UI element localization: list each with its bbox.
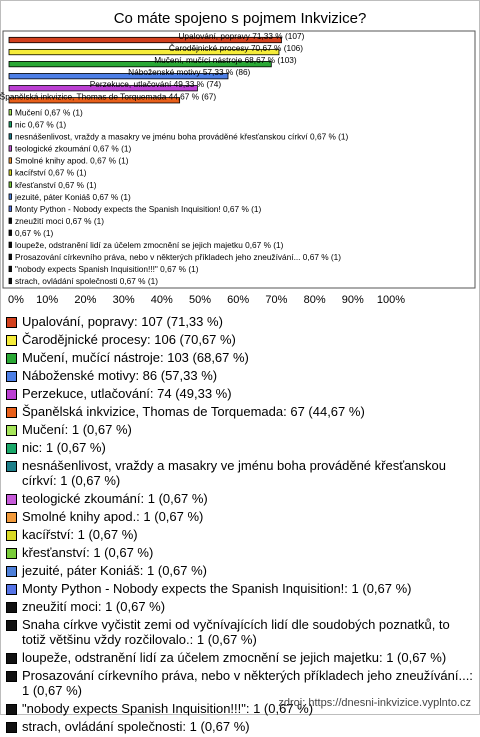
legend-swatch: [6, 584, 17, 595]
legend-swatch: [6, 494, 17, 505]
legend-label: křesťanství: 1 (0,67 %): [22, 545, 154, 560]
x-tick-label: 80%: [303, 294, 326, 306]
bar-label: loupeže, odstranění lidí za účelem zmocnění se jejich majetku 0,67 % (1): [15, 240, 284, 251]
legend-label: Snaha církve vyčistit zemi od vyčnívajících lidí dle soudobých poznatků, to totiž většinu vždy rozčilovalo.: 1 (0,67 %): [22, 617, 450, 647]
legend-label: zneužití moci: 1 (0,67 %): [22, 599, 166, 614]
legend-item: [6, 617, 476, 647]
x-tick-label: 100%: [376, 294, 406, 306]
x-tick-label: 0%: [8, 294, 24, 306]
legend-label: Upalování, popravy: 107 (71,33 %): [22, 314, 223, 329]
legend-swatch: [6, 389, 17, 400]
x-tick-label: 30%: [112, 294, 135, 306]
bar-label: Čarodějnické procesy 70,67 % (106): [168, 43, 304, 54]
bar-label: Náboženské motivy 57,33 % (86): [128, 67, 251, 78]
legend-item: [6, 332, 476, 347]
legend-label: Náboženské motivy: 86 (57,33 %): [22, 368, 218, 383]
legend-label: teologické zkoumání: 1 (0,67 %): [22, 491, 208, 506]
bar: [9, 194, 12, 199]
legend-swatch: [6, 620, 17, 631]
legend-item: [6, 314, 476, 329]
legend-item: [6, 368, 476, 383]
bar: [9, 206, 12, 211]
bar: [9, 254, 12, 259]
legend-swatch: [6, 566, 17, 577]
bar-chart: [0, 0, 480, 312]
legend-swatch: [6, 317, 17, 328]
legend-item: [6, 668, 476, 698]
legend-label: loupeže, odstranění lidí za účelem zmocnění se jejich majetku: 1 (0,67 %): [22, 650, 447, 665]
x-tick-label: 70%: [265, 294, 288, 306]
legend-label: "nobody expects Spanish Inquisition!!!": 1 (0,67 %): [22, 701, 314, 716]
legend-item: [6, 422, 476, 437]
bar-label: jezuité, páter Koniáš 0,67 % (1): [15, 191, 131, 202]
bar-label: křesťanství 0,67 % (1): [15, 179, 97, 190]
legend-swatch: [6, 602, 17, 613]
legend-label: nesnášenlivost, vraždy a masakry ve jménu boha prováděné křesťanskou církví: 1 (0,67 %): [22, 458, 446, 488]
legend-swatch: [6, 461, 17, 472]
bar-label: Monty Python - Nobody expects the Spanish Inquisition! 0,67 % (1): [15, 203, 262, 214]
bar: [9, 170, 12, 175]
bar-label: strach, ovládání společnosti 0,67 % (1): [15, 276, 158, 287]
legend-label: kacířství: 1 (0,67 %): [22, 527, 138, 542]
legend-label: Monty Python - Nobody expects the Spanish Inquisition!: 1 (0,67 %): [22, 581, 412, 596]
legend-swatch: [6, 704, 17, 715]
legend-swatch: [6, 371, 17, 382]
bar-label: Prosazování církevního práva, nebo v některých příkladech jeho zneužívání... 0,67 % (1): [15, 252, 342, 263]
bar-label: Perzekuce, utlačování 49,33 % (74): [89, 79, 222, 90]
legend-label: nic: 1 (0,67 %): [22, 440, 106, 455]
bar-label: teologické zkoumání 0,67 % (1): [15, 143, 132, 154]
bar-label: zneužití moci 0,67 % (1): [15, 215, 104, 226]
legend-item: [6, 599, 476, 614]
legend-swatch: [6, 548, 17, 559]
legend-label: Mučení, mučící nástroje: 103 (68,67 %): [22, 350, 249, 365]
legend-swatch: [6, 425, 17, 436]
legend-item: [6, 386, 476, 401]
x-tick-label: 20%: [74, 294, 97, 306]
legend-item: [6, 545, 476, 560]
legend-item: [6, 563, 476, 578]
bar: [9, 146, 12, 151]
legend-swatch: [6, 671, 17, 682]
legend-label: strach, ovládání společnosti: 1 (0,67 %): [22, 719, 250, 734]
legend-swatch: [6, 407, 17, 418]
legend-swatch: [6, 512, 17, 523]
bar: [9, 134, 12, 139]
bar: [9, 278, 12, 283]
bar: [9, 242, 12, 247]
x-tick-label: 40%: [150, 294, 173, 306]
x-tick-label: 50%: [188, 294, 212, 306]
bar-label: Smolné knihy apod. 0,67 % (1): [15, 155, 129, 166]
legend-item: [6, 458, 476, 488]
bar-label: Mučení, mučící nástroje 68,67 % (103): [154, 55, 297, 66]
bar: [9, 266, 12, 271]
legend-item: [6, 404, 476, 419]
legend-item: [6, 491, 476, 506]
bar-label: 0,67 % (1): [15, 227, 54, 238]
legend-label: Smolné knihy apod.: 1 (0,67 %): [22, 509, 204, 524]
legend-swatch: [6, 653, 17, 664]
x-tick-label: 10%: [36, 294, 59, 306]
legend-swatch: [6, 530, 17, 541]
bar: [9, 182, 12, 187]
legend-item: [6, 527, 476, 542]
legend-item: [6, 440, 476, 455]
x-tick-label: 90%: [341, 294, 364, 306]
bar: [9, 230, 12, 235]
bar-label: Upalování, popravy 71,33 % (107): [178, 31, 305, 42]
bar-label: nic 0,67 % (1): [15, 119, 67, 130]
legend-item: [6, 719, 476, 734]
bar-label: Mučení 0,67 % (1): [15, 107, 83, 118]
legend-item: [6, 509, 476, 524]
bar-label: nesnášenlivost, vraždy a masakry ve jménu boha prováděné křesťanskou církví 0,67 % (1): [15, 131, 349, 142]
source-text: zdroj: https://dnesni-inkvizice.vyplnto.cz: [278, 697, 471, 709]
legend-swatch: [6, 443, 17, 454]
bar-label: kacířství 0,67 % (1): [15, 167, 87, 178]
x-tick-label: 60%: [227, 294, 250, 306]
legend-swatch: [6, 335, 17, 346]
legend-label: Španělská inkvizice, Thomas de Torquemada: 67 (44,67 %): [22, 404, 365, 419]
legend-label: jezuité, páter Koniáš: 1 (0,67 %): [22, 563, 207, 578]
legend-label: Čarodějnické procesy: 106 (70,67 %): [22, 332, 236, 347]
bar: [9, 218, 12, 223]
bar-label: "nobody expects Spanish Inquisition!!!" 0,67 % (1): [15, 264, 199, 275]
bar: [9, 110, 12, 115]
legend-label: Mučení: 1 (0,67 %): [22, 422, 132, 437]
bar-label: Španělská inkvizice, Thomas de Torquemada 44,67 % (67): [0, 91, 217, 102]
legend-item: [6, 350, 476, 365]
legend-item: [6, 581, 476, 596]
legend-swatch: [6, 722, 17, 733]
legend-label: Prosazování církevního práva, nebo v některých příkladech jeho zneužívání...: 1 (0,67 %): [22, 668, 473, 698]
legend-swatch: [6, 353, 17, 364]
chart-legend: [6, 314, 476, 737]
chart-title: Co máte spojeno s pojmem Inkvizice?: [113, 10, 367, 27]
legend-item: [6, 650, 476, 665]
legend-label: Perzekuce, utlačování: 74 (49,33 %): [22, 386, 232, 401]
bar: [9, 158, 12, 163]
bar: [9, 122, 12, 127]
